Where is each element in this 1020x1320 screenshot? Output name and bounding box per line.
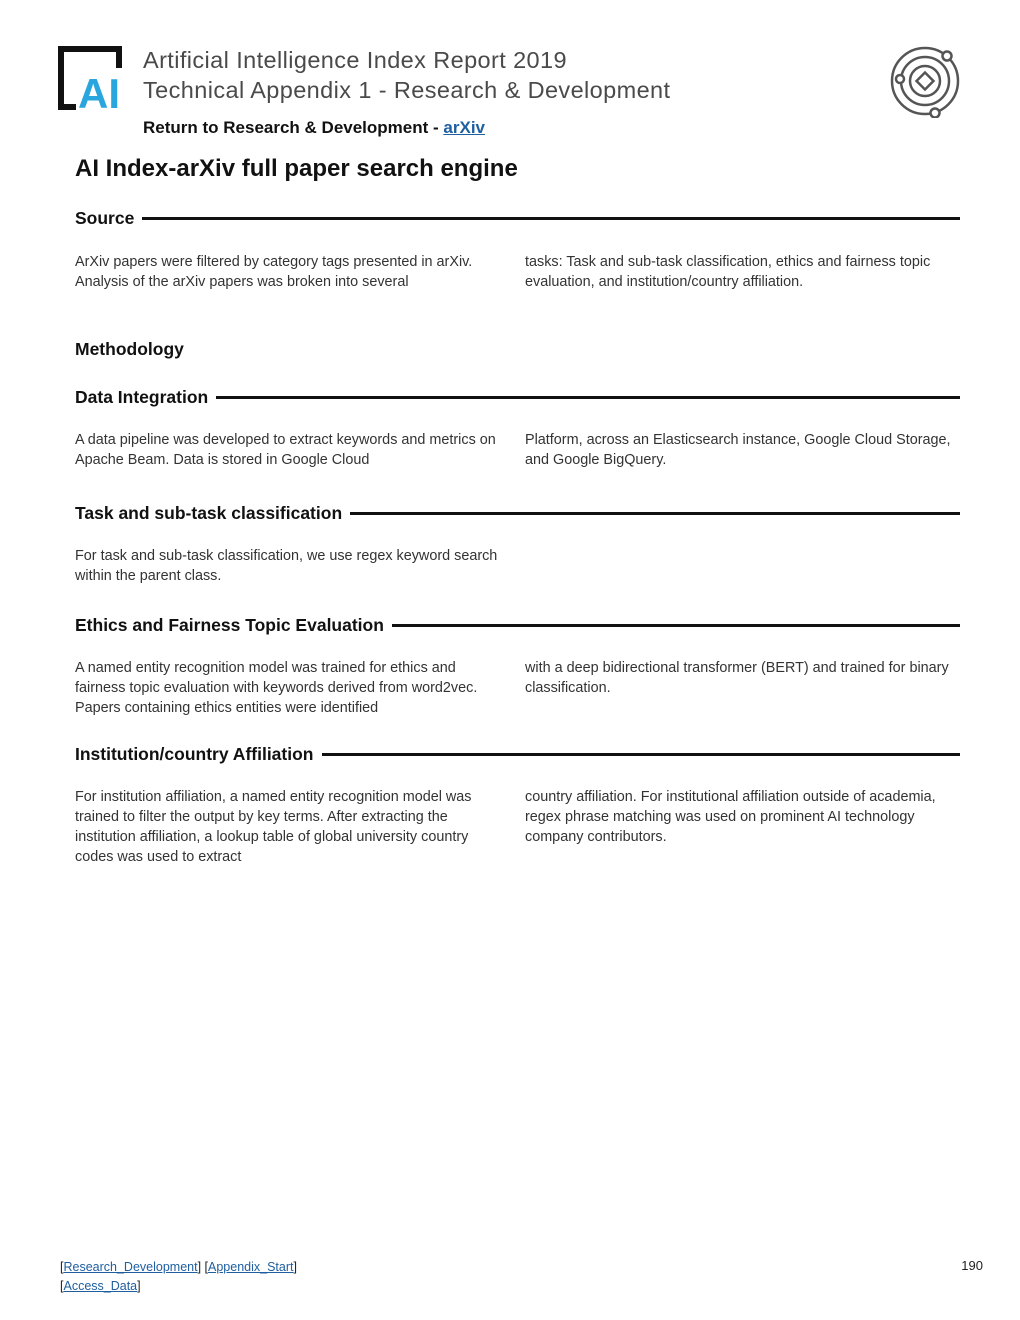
section-heading: Data Integration	[75, 386, 209, 407]
research-development-link[interactable]: Research_Development	[63, 1260, 198, 1274]
section-divider	[322, 753, 961, 756]
orbit-icon	[888, 44, 962, 118]
section-heading: Source	[75, 207, 135, 228]
section-heading: Institution/country Affiliation	[75, 743, 314, 764]
page-number: 190	[961, 1258, 983, 1273]
ethics-text-right: with a deep bidirectional transformer (BERT) and trained for binary classification.	[525, 660, 949, 696]
footer-links	[60, 1258, 297, 1296]
affiliation-text-left: For institution affiliation, a named entity recognition model was trained to filter the output by key terms. After extracting the institution affiliation, a lookup table of global university country codes was used to extract	[75, 789, 472, 865]
return-prefix: Return to Research & Development -	[143, 118, 444, 137]
methodology-heading: Methodology	[75, 339, 184, 359]
report-title: Artificial Intelligence Index Report 2019	[143, 47, 567, 73]
appendix-start-link[interactable]: Appendix_Start	[208, 1260, 294, 1274]
page-title: AI Index-arXiv full paper search engine	[75, 155, 518, 182]
ethics-text-left: A named entity recognition model was trained for ethics and fairness topic evaluation with keywords derived from word2vec. Papers containing ethics entities were identified	[75, 660, 478, 716]
data-integration-text-right: Platform, across an Elasticsearch instance, Google Cloud Storage, and Google BigQuery.	[525, 432, 951, 468]
section-header-data-integration	[75, 385, 960, 409]
section-divider	[392, 624, 960, 627]
logo-text: AI	[78, 70, 120, 110]
section-divider	[216, 396, 960, 399]
section-header-affiliation	[75, 742, 960, 766]
source-text-right: tasks: Task and sub-task classification, ethics and fairness topic evaluation, and institution/country affiliation.	[525, 254, 931, 290]
section-heading: Task and sub-task classification	[75, 502, 343, 523]
data-integration-text-left: A data pipeline was developed to extract keywords and metrics on Apache Beam. Data is stored in Google Cloud	[75, 432, 496, 468]
affiliation-text-right: country affiliation. For institutional affiliation outside of academia, regex phrase matching was used on prominent AI technology company contributors.	[525, 789, 936, 845]
appendix-subtitle: Technical Appendix 1 - Research & Development	[143, 77, 671, 103]
section-header-task-classification	[75, 501, 960, 525]
section-divider	[142, 217, 960, 220]
section-header-ethics	[75, 613, 960, 637]
section-header-source	[75, 206, 960, 230]
footer-line-1: [Research_Development] [Appendix_Start]	[60, 1260, 297, 1274]
access-data-link[interactable]: Access_Data	[63, 1279, 138, 1293]
section-divider	[350, 512, 960, 515]
ai-index-logo	[58, 46, 130, 110]
source-text-left: ArXiv papers were filtered by category tags presented in arXiv. Analysis of the arXiv papers was broken into several	[75, 254, 473, 290]
section-heading: Ethics and Fairness Topic Evaluation	[75, 614, 384, 635]
task-classification-text: For task and sub-task classification, we use regex keyword search within the parent class.	[75, 548, 498, 584]
return-breadcrumb	[143, 118, 485, 138]
arxiv-link[interactable]: arXiv	[443, 118, 485, 137]
footer-line-2: [Access_Data]	[60, 1279, 141, 1293]
